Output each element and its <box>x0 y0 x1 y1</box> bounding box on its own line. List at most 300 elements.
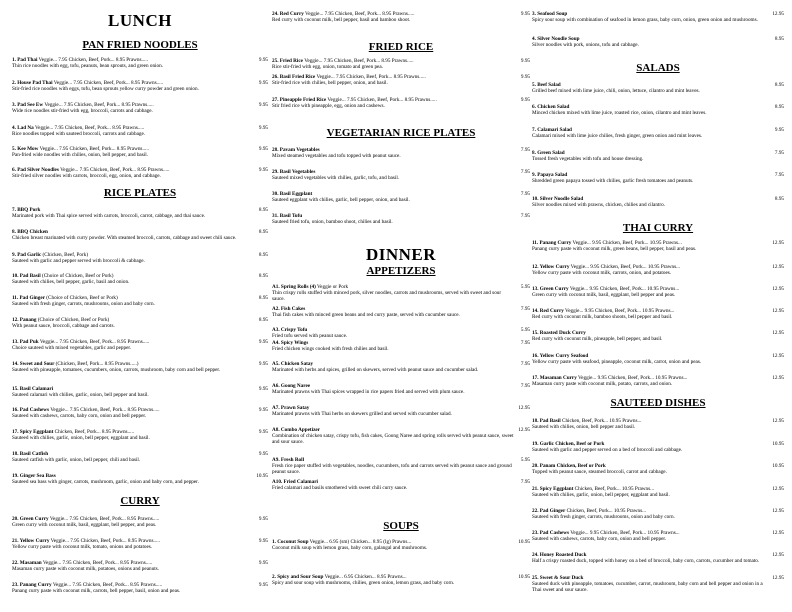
menu-item-description: Stir-fried silver noodles with carrots, broccoli, egg, onion, and cabbage. <box>12 173 161 180</box>
menu-item-name: 1. Coconut Soup <box>272 539 309 545</box>
menu-item-price: 12.95 <box>772 486 784 492</box>
section-title-rice-plates: RICE PLATES <box>103 187 177 199</box>
menu-item-options: (Chicken, Beef, Pork... 8.95 Prawns.....) <box>55 361 139 367</box>
menu-item-price: 8.95 <box>258 317 268 323</box>
menu-item-name: 12. Yellow Curry <box>532 264 570 270</box>
menu-item-description: Grilled beef mixed with lime juice, chili, onion, lettuce, cilantro and mint leaves. <box>532 88 700 95</box>
menu-item-23-pad-cashews <box>532 530 784 542</box>
menu-item-options: Chicken, Beef, Pork... 8.95 Prawns..... <box>54 429 135 435</box>
menu-item-price: 12.95 <box>772 575 784 581</box>
menu-item-name: 10. Pad Basil <box>12 273 41 279</box>
menu-item-price: 12.95 <box>772 353 784 359</box>
menu-item-price: 9.95 <box>258 516 268 522</box>
menu-item-name: 3. Seafood Soup <box>532 11 568 17</box>
menu-item-options: Veggie... 7.95 Chicken, Beef, Pork... 8.95 Prawns..... <box>50 407 160 413</box>
menu-item-price: 12.95 <box>772 552 784 558</box>
menu-item-name: 19. Ginger Sea Bass <box>12 473 56 479</box>
menu-item-2-spicy-and-sour-soup <box>272 574 530 586</box>
menu-item-description: Silver noodles mixed with prawns, chicken, chilies and cilantro. <box>532 202 665 209</box>
menu-item-price: 9.95 <box>258 361 268 367</box>
menu-item-description: Rice stir-fried with egg, onion, tomato and green pea. <box>272 64 383 71</box>
menu-item-options: Veggie... 7.95 Chicken, Beef, Pork... 8.95 Prawns..... <box>38 57 148 63</box>
menu-item-price: 10.95 <box>518 574 530 580</box>
menu-item-options: Veggie... 7.95 Chicken, Beef, Pork... 8.95 Prawns..... <box>42 560 153 566</box>
menu-item-name: 8. Green Salad <box>532 150 565 156</box>
menu-item-options: Chicken, Beef, Pork... 10.95 Prawns... <box>566 508 646 514</box>
menu-item-description: Red curry with coconut milk, bamboo shoots, bell pepper and basil. <box>532 314 673 321</box>
menu-item-name: 12. Panang <box>12 317 37 323</box>
menu-item-name: A9. Fresh Roll <box>272 457 305 463</box>
menu-item-price: 10.95 <box>772 441 784 447</box>
section-title-appetizers: APPETIZERS <box>366 265 436 277</box>
section-title-pan-fried-noodles: PAN FRIED NOODLES <box>82 39 198 51</box>
menu-item-description: Fresh rice paper stuffed with vegetables, noodles, cucumbers, tofu and carrots served with peanut sauce and ground peanut sauce. <box>272 463 512 476</box>
menu-item-price: 5.95 <box>520 284 530 290</box>
menu-item-name: 16. Pad Cashews <box>12 407 50 413</box>
menu-item-description: Calamari mixed with lime juice chilies, fresh ginger, green onion and mint leaves. <box>532 133 703 140</box>
menu-item-description: Fried tofu served with peanut sauce. <box>272 333 348 340</box>
menu-item-name: 27. Pineapple Fried Rice <box>272 97 327 103</box>
menu-item-22-masaman <box>12 560 268 572</box>
menu-item-11-pad-ginger <box>12 295 268 307</box>
menu-item-price: 9.95 <box>258 429 268 435</box>
menu-item-description: Mixed steamed vegetables and tofu topped with peanut sauce. <box>272 153 401 160</box>
menu-item-name: 19. Garlic Chicken, Beef or Pork <box>532 441 605 447</box>
menu-item-name: A1. Spring Rolls (4) <box>272 284 316 290</box>
menu-item-name: A7. Prawn Satay <box>272 405 310 411</box>
menu-item-15-basil-calamari <box>12 386 268 398</box>
menu-item-name: 6. Pad Silver Noodles <box>12 167 59 173</box>
menu-item-name: 30. Basil Eggplant <box>272 191 313 197</box>
menu-item-options: Veggie... 7.95 Chicken, Beef, Pork... 8.95 Prawns..... <box>44 102 154 108</box>
menu-item-price: 7.95 <box>520 147 530 153</box>
menu-item-options: Veggie or Pork <box>317 284 349 290</box>
menu-item-options: Veggie... 9.95 Chicken, Beef, Pork... 10.95 Prawns... <box>569 286 680 292</box>
menu-item-description: Sauteed with fresh ginger, carrots, mushrooms, onion and baby corn. <box>532 514 675 521</box>
menu-item-name: 5. Kee Mow <box>12 146 39 152</box>
menu-item-23-panang-curry <box>12 582 268 594</box>
menu-item-description: Marinated prawns with Thai herbs on skewers grilled and served with cucumber salad. <box>272 411 452 418</box>
menu-item-price: 5.95 <box>520 457 530 463</box>
menu-item-price: 12.95 <box>772 330 784 336</box>
menu-item-name: 17. Spicy Eggplant <box>12 429 54 435</box>
section-title-soups: SOUPS <box>383 520 419 532</box>
menu-item-6-pad-silver-noodles <box>12 167 268 179</box>
menu-item-3-pad-see-ew <box>12 102 268 114</box>
menu-item-price: 9.95 <box>258 125 268 131</box>
menu-item-description: Stir-fried rice noodles with eggs, tofu, bean sprouts yellow curry powder and green onion. <box>12 86 199 93</box>
menu-item-price: 12.95 <box>772 286 784 292</box>
menu-item-description: Sauteed with garlic and pepper served with broccoli & cabbage. <box>12 258 145 265</box>
menu-item-a3-crispy-tofu <box>272 327 530 339</box>
menu-item-description: Red curry with coconut milk, bell pepper, basil and bamboo shoot. <box>272 17 411 24</box>
menu-item-description: Sauteed with chilies, garlic, onion, bell pepper, eggplant and basil. <box>532 492 670 499</box>
menu-item-name: 14. Sweet and Sour <box>12 361 55 367</box>
menu-item-price: 7.95 <box>520 306 530 312</box>
menu-item-price: 9.95 <box>258 407 268 413</box>
section-title-lunch: LUNCH <box>108 11 172 30</box>
menu-item-description: Stir fried rice with pineapple, egg, onion and cashews. <box>272 103 385 110</box>
section-title-fried-rice: FRIED RICE <box>368 41 434 53</box>
menu-item-price: 12.95 <box>772 418 784 424</box>
menu-item-options: Veggie... 7.95 Chicken, Beef, Pork... 8.95 Prawns..... <box>60 167 170 173</box>
menu-item-5-beef-salad <box>532 82 784 94</box>
menu-item-price: 7.95 <box>774 172 784 178</box>
menu-item-price: 12.95 <box>772 240 784 246</box>
menu-item-25-sweet-sour-duck <box>532 575 784 594</box>
menu-item-price: 9.95 <box>520 11 530 17</box>
menu-item-name: 17. Masaman Curry <box>532 375 577 381</box>
menu-item-description: Sauteed duck with pineapple, tomatoes, cucumber, carrot, mushroom, baby corn and bell pepper and onion in a Thai sweet and sour sauce. <box>532 581 763 594</box>
menu-item-price: 8.95 <box>774 82 784 88</box>
menu-item-name: 23. Panang Curry <box>12 582 52 588</box>
menu-item-options: Chicken, Beef, Pork... 10.95 Prawns... <box>561 418 642 424</box>
menu-item-description: Sauteed with chilies, bell pepper, garlic, basil and onion. <box>12 279 130 286</box>
section-title-curry: CURRY <box>120 495 160 507</box>
menu-item-description: Fried chicken wings cooked with fresh chilies and basil. <box>272 346 389 353</box>
menu-item-name: 2. House Pad Thai <box>12 80 53 86</box>
menu-item-options: Veggie... 9.95 Chicken, Beef, Pork... 10.95 Prawns... <box>572 240 682 246</box>
menu-item-price: 12.95 <box>772 11 784 17</box>
menu-item-name: 29. Basil Vegetables <box>272 169 316 175</box>
menu-item-22-pad-ginger <box>532 508 784 520</box>
menu-item-price: 8.95 <box>258 252 268 258</box>
menu-item-options: Veggie... 7.95 Chicken, Beef, Pork... 8.95 Prawns..... <box>39 339 150 345</box>
menu-item-description: Coconut milk soup with lemon grass, baby corn, galangal and mushrooms. <box>272 545 428 552</box>
menu-item-a10-fried-calamari <box>272 479 530 491</box>
menu-item-name: A2. Fish Cakes <box>272 306 306 312</box>
menu-item-description: Sauteed sea bass with ginger, carrots, mushroom, garlic, onion and baby corn, and pepper. <box>12 479 199 486</box>
menu-item-21-yellow-curry <box>12 538 268 550</box>
section-title-sauteed-dishes: SAUTEED DISHES <box>610 397 706 409</box>
menu-item-options: Veggie... 7.95 Chicken, Beef, Pork... 8.95 Prawns..... <box>304 58 414 64</box>
menu-item-16-yellow-curry-seafood <box>532 353 784 365</box>
menu-item-description: Sauteed calamari with chilies, garlic, onion, bell pepper and basil. <box>12 392 149 399</box>
menu-item-name: 5. Beef Salad <box>532 82 561 88</box>
menu-item-options: Veggie... 6.95 (sm) Chicken... 8.95 (lg) Prawns... <box>309 539 412 545</box>
menu-item-1-coconut-soup <box>272 539 530 551</box>
menu-item-description: Panang curry paste with coconut milk, green beans, bell pepper, basil and peas. <box>532 246 697 253</box>
menu-item-price: 12.95 <box>772 308 784 314</box>
menu-item-11-panang-curry <box>532 240 784 252</box>
menu-item-10-pad-basil <box>12 273 268 285</box>
section-title-thai-curry: THAI CURRY <box>622 222 694 234</box>
menu-item-a5-chicken-satay <box>272 361 530 373</box>
menu-item-price: 12.95 <box>518 405 530 411</box>
section-title-dinner: DINNER <box>365 245 437 264</box>
menu-item-options: (Choice of Chicken, Beef or Pork) <box>41 273 114 279</box>
menu-item-a1-spring-rolls-4 <box>272 284 530 303</box>
menu-item-description: Sauteed with pineapple, tomatoes, cucumbers, onion, carrots, mushroom, baby corn and bell pepper. <box>12 367 221 374</box>
menu-item-description: Sauteed with cashews, carrots, baby corn, onion and bell pepper. <box>532 536 667 543</box>
menu-item-price: 7.95 <box>774 150 784 156</box>
menu-item-a6-goong-naree <box>272 383 530 395</box>
menu-item-price: 10.95 <box>256 473 268 479</box>
menu-item-description: Panang curry paste with coconut milk, carrots, bell pepper, basil, onion and peas. <box>12 588 181 595</box>
menu-item-description: Thin crispy rolls stuffed with minced pork, silver noodles, carrots and mushrooms, served with sweet and sour sauce. <box>272 290 502 303</box>
menu-item-price: 9.95 <box>258 582 268 588</box>
menu-item-price: 8.95 <box>774 104 784 110</box>
menu-item-a7-prawn-satay <box>272 405 530 417</box>
menu-item-name: A5. Chicken Satay <box>272 361 314 367</box>
menu-item-name: 31. Basil Tofu <box>272 213 303 219</box>
menu-item-name: 25. Fried Rice <box>272 58 303 64</box>
menu-item-name: 10. Silver Noodle Salad <box>532 196 584 202</box>
menu-item-name: 4. Silver Noodle Soup <box>532 36 580 42</box>
menu-item-options: (Choice of Chicken, Beef or Pork) <box>37 317 110 323</box>
menu-item-5-kee-mow <box>12 146 268 158</box>
menu-item-description: Shredded green papaya tossed with chilies, garlic fresh tomatoes and peanuts. <box>532 178 694 185</box>
menu-item-options: Veggie... 7.95 Chicken, Beef, Pork... 8.95 Prawns..... <box>50 538 160 544</box>
menu-item-name: 2. Spicy and Sour Soup <box>272 574 324 580</box>
menu-item-price: 9.95 <box>258 560 268 566</box>
menu-item-price: 9.95 <box>258 167 268 173</box>
menu-item-name: A3. Crispy Tofu <box>272 327 308 333</box>
menu-item-description: Thai fish cakes with minced green beans and red curry paste, served with cucumber sauce. <box>272 312 460 319</box>
menu-item-price: 10.95 <box>772 463 784 469</box>
menu-item-options: Veggie... 7.95 Chicken, Beef, Pork... 8.95 Prawns..... <box>52 582 163 588</box>
menu-item-price: 7.95 <box>520 340 530 346</box>
menu-item-name: 16. Yellow Curry Seafood <box>532 353 589 359</box>
menu-item-options: (Choice of Chicken, Beef or Pork) <box>46 295 118 301</box>
menu-item-options: Veggie... 7.95 Chicken, Beef, Pork... 8.95 Prawns..... <box>53 80 164 86</box>
menu-item-description: Masaman curry paste with coconut milk, potatoes, onions and peanuts. <box>12 566 159 573</box>
menu-column-middle <box>272 0 530 612</box>
menu-item-price: 12.95 <box>772 375 784 381</box>
menu-item-price: 7.95 <box>520 383 530 389</box>
menu-item-price: 9.95 <box>520 58 530 64</box>
menu-item-description: With peanut sauce, broccoli, cabbage and carrots. <box>12 323 115 330</box>
menu-item-name: 9. Papaya Salad <box>532 172 568 178</box>
menu-item-name: A6. Goong Naree <box>272 383 311 389</box>
menu-item-description: Stir-fried rice with chilies, bell pepper, onion, and basil. <box>272 80 388 87</box>
menu-item-9-pad-garlic <box>12 252 268 264</box>
menu-item-name: A4. Spicy Wings <box>272 340 309 346</box>
menu-item-options: Veggie... 7.95 Chicken, Beef, Pork... 8.95 Prawns..... <box>39 146 149 152</box>
menu-item-description: Spicy and sour soup with mushrooms, chilies, green onion, lemon grass, and baby corn. <box>272 580 455 587</box>
menu-item-description: Green curry with coconut milk, basil, eggplant, bell pepper and peas. <box>532 292 676 299</box>
menu-item-8-bbq-chicken <box>12 229 268 241</box>
menu-item-price: 9.95 <box>520 97 530 103</box>
menu-item-description: Topped with peanut sauce, steamed broccoli, carrot and cabbage. <box>532 469 667 476</box>
menu-item-14-red-curry <box>532 308 784 320</box>
menu-item-price: 7.95 <box>520 191 530 197</box>
menu-item-name: 15. Basil Calamari <box>12 386 54 392</box>
menu-item-price: 7.95 <box>520 361 530 367</box>
menu-item-description: Spicy sour soup with combination of seafood in lemon grass, baby corn, onion, green onion and mushrooms. <box>532 17 758 24</box>
menu-item-description: Combination of chicken satay, crispy tofu, fish cakes, Goong Naree and spring rolls served with peanut sauce, sweet and sour sauce. <box>272 433 514 446</box>
menu-column-left <box>12 0 268 612</box>
menu-item-description: Yellow curry paste with seafood, pineapple, coconut milk, carrot, onion and peas. <box>532 359 702 366</box>
menu-item-description: Sauteed mixed vegetables with chilies, garlic, tofu, and basil. <box>272 175 400 182</box>
menu-item-description: Red curry with coconut milk, pineapple, bell pepper, and basil. <box>532 336 663 343</box>
menu-item-description: Yellow curry paste with coconut milk, tomato, onions and potatoes. <box>12 544 153 551</box>
menu-item-price: 10.95 <box>518 539 530 545</box>
menu-item-options: Veggie... 7.95 Chicken, Beef, Pork... 8.95 Prawns..... <box>49 516 160 522</box>
menu-item-25-fried-rice <box>272 58 530 70</box>
menu-item-price: 7.95 <box>520 169 530 175</box>
menu-item-price: 9.95 <box>258 451 268 457</box>
menu-item-name: 13. Green Curry <box>532 286 569 292</box>
menu-item-name: A8. Combo Appetizer <box>272 427 320 433</box>
menu-item-description: Minced chicken mixed with lime juice, roasted rice, onion, cilantro and mint leaves. <box>532 110 707 117</box>
menu-item-price: 9.95 <box>258 80 268 86</box>
menu-item-name: 25. Sweet & Sour Duck <box>532 575 584 581</box>
menu-item-options: Veggie... 9.95 Chicken, Beef, Pork... 10.95 Prawns... <box>578 375 688 381</box>
menu-item-15-roasted-duck-curry <box>532 330 784 342</box>
section-title-salads: SALADS <box>636 62 680 74</box>
menu-item-a2-fish-cakes <box>272 306 530 318</box>
menu-item-description: Green curry with coconut milk, basil, eggplant, bell pepper, and peas. <box>12 522 157 529</box>
menu-item-options: Veggie... 7.95 Chicken, Beef, Pork... 8.95 Prawns..... <box>305 11 415 17</box>
menu-item-price: 8.95 <box>774 196 784 202</box>
menu-item-3-seafood-soup <box>532 11 784 23</box>
menu-item-description: Chicken breast marinated with curry powder. With steamed broccoli, carrots, cabbage and sweet chili sauce. <box>12 235 237 242</box>
menu-item-options: Chicken, Beef, Pork... 10.95 Prawns... <box>574 486 655 492</box>
menu-item-description: Wide rice noodles stir-fried with egg, broccoli, carrots and cabbage. <box>12 108 153 115</box>
menu-item-name: 7. Calamari Salad <box>532 127 572 133</box>
menu-item-8-green-salad <box>532 150 784 162</box>
menu-item-description: Silver noodles with pork, onions, tofu and cabbage. <box>532 42 639 49</box>
menu-item-17-masaman-curry <box>532 375 784 387</box>
menu-item-name: 4. Lad Na <box>12 125 34 131</box>
menu-item-description: Choice sauteed with mixed vegetables, garlic and pepper. <box>12 345 132 352</box>
menu-item-price: 7.95 <box>520 213 530 219</box>
menu-item-18-pad-basil <box>532 418 784 430</box>
menu-item-price: 9.95 <box>258 102 268 108</box>
menu-item-a8-combo-appetizer <box>272 427 530 446</box>
menu-item-13-pad-puk <box>12 339 268 351</box>
menu-item-description: Pan-fried wide noodles with chilies, onion, bell pepper, and basil. <box>12 152 148 159</box>
menu-item-name: 18. Pad Basil <box>532 418 561 424</box>
menu-item-12-panang <box>12 317 268 329</box>
menu-item-price: 8.95 <box>258 229 268 235</box>
menu-column-right <box>532 0 784 612</box>
menu-item-10-silver-noodle-salad <box>532 196 784 208</box>
menu-item-description: Sauteed fried tofu, onion, bamboo shoot, chilies and basil. <box>272 219 393 226</box>
menu-item-name: 22. Masaman <box>12 560 42 566</box>
menu-item-20-green-curry <box>12 516 268 528</box>
menu-item-name: 20. Panam Chicken, Beef or Pork <box>532 463 606 469</box>
menu-item-name: 11. Panang Curry <box>532 240 572 246</box>
menu-item-name: 9. Pad Garlic <box>12 252 42 258</box>
menu-item-price: 8.95 <box>258 295 268 301</box>
menu-item-description: Tossed fresh vegetables with tofu and house dressing. <box>532 156 644 163</box>
menu-item-7-calamari-salad <box>532 127 784 139</box>
section-title-vegetarian-rice-plates: VEGETARIAN RICE PLATES <box>326 127 476 139</box>
menu-item-4-lad-na <box>12 125 268 137</box>
menu-item-description: Sauteed with cashews, carrots, baby corn, onion and bell pepper. <box>12 413 147 420</box>
menu-item-price: 5.95 <box>520 327 530 333</box>
menu-item-price: 12.95 <box>772 264 784 270</box>
menu-item-name: 14. Red Curry <box>532 308 564 314</box>
menu-item-description: Marinated pork with Thai spice served with carrots, broccoli, carrot, cabbage, and thai sauce. <box>12 213 206 220</box>
menu-item-13-green-curry <box>532 286 784 298</box>
menu-item-name: 28. Pavam Vegetables <box>272 147 320 153</box>
menu-item-19-garlic-chicken-beef-or-pork <box>532 441 784 453</box>
menu-item-name: 7. BBQ Pork <box>12 207 41 213</box>
menu-item-a4-spicy-wings <box>272 340 530 352</box>
menu-item-name: 23. Pad Cashews <box>532 530 570 536</box>
menu-item-name: 15. Roasted Duck Curry <box>532 330 586 336</box>
menu-item-price: 7.95 <box>520 479 530 485</box>
menu-item-description: Sauteed with chilies, garlic, onion, bell pepper, eggplant and basil. <box>12 435 150 442</box>
menu-item-name: 24. Red Curry <box>272 11 304 17</box>
menu-item-options: Veggie... 9.95 Chicken, Beef, Pork... 10.95 Prawns... <box>570 264 680 270</box>
menu-item-7-bbq-pork <box>12 207 268 219</box>
menu-item-29-basil-vegetables <box>272 169 530 181</box>
menu-item-name: 8. BBQ Chicken <box>12 229 48 235</box>
menu-item-options: Veggie... 9.95 Chicken, Beef, Pork... 10.95 Prawns... <box>570 530 680 536</box>
menu-item-name: 3. Pad See Ew <box>12 102 44 108</box>
menu-item-28-pavam-vegetables <box>272 147 530 159</box>
menu-item-options: Veggie... 7.95 Chicken, Beef, Pork... 8.95 Prawns..... <box>327 97 437 103</box>
menu-item-a9-fresh-roll <box>272 457 530 476</box>
menu-item-4-silver-noodle-soup <box>532 36 784 48</box>
menu-item-description: Sauteed eggplant with chilies, garlic, bell pepper, onion, and basil. <box>272 197 410 204</box>
menu-item-30-basil-eggplant <box>272 191 530 203</box>
menu-item-description: Sauteed catfish with garlic, onion, bell pepper, chili and basil. <box>12 457 141 464</box>
menu-item-options: Veggie... 7.95 Chicken, Beef, Pork... 8.95 Prawns..... <box>316 74 426 80</box>
menu-item-18-basil-catfish <box>12 451 268 463</box>
menu-item-price: 9.95 <box>520 74 530 80</box>
menu-item-12-yellow-curry <box>532 264 784 276</box>
menu-item-description: Marinated prawns with Thai spices wrapped in rice papers fried and served with plum sauce. <box>272 389 465 396</box>
menu-item-9-papaya-salad <box>532 172 784 184</box>
menu-item-description: Masaman curry paste with coconut milk, potato, carrots, and onion. <box>532 381 673 388</box>
menu-item-description: Sauteed with chilies, onion, bell pepper and basil. <box>532 424 636 431</box>
menu-item-19-ginger-sea-bass <box>12 473 268 485</box>
menu-item-name: 26. Basil Fried Rice <box>272 74 316 80</box>
menu-item-price: 12.95 <box>518 427 530 433</box>
menu-item-16-pad-cashews <box>12 407 268 419</box>
menu-item-24-red-curry <box>272 11 530 23</box>
menu-item-name: 20. Green Curry <box>12 516 49 522</box>
menu-item-price: 9.95 <box>258 386 268 392</box>
menu-item-options: Veggie... 6.95 Chicken... 8.95 Prawns... <box>324 574 407 580</box>
menu-item-2-house-pad-thai <box>12 80 268 92</box>
menu-item-options: Veggie... 9.95 Chicken, Beef, Pork... 10.95 Prawns... <box>565 308 675 314</box>
menu-item-1-pad-thai <box>12 57 268 69</box>
menu-item-price: 8.95 <box>258 273 268 279</box>
menu-item-options: Veggie... 7.95 Chicken, Beef, Pork... 8.95 Prawns..... <box>34 125 145 131</box>
menu-item-name: 21. Spicy Eggplant <box>532 486 574 492</box>
menu-item-price: 8.95 <box>258 207 268 213</box>
menu-item-name: 6. Chicken Salad <box>532 104 570 110</box>
menu-item-26-basil-fried-rice <box>272 74 530 86</box>
menu-item-14-sweet-and-sour <box>12 361 268 373</box>
menu-item-name: 18. Basil Catfish <box>12 451 49 457</box>
menu-item-name: 22. Pad Ginger <box>532 508 566 514</box>
menu-item-20-panam-chicken-beef-or-pork <box>532 463 784 475</box>
menu-item-description: Marinated with herbs and spices, grilled on skewers, served with peanut sauce and cucumber salad. <box>272 367 479 374</box>
menu-item-description: Thin rice noodles with egg, tofu, peanuts, bean sprouts, and green onion. <box>12 63 163 70</box>
menu-item-price: 9.95 <box>774 127 784 133</box>
menu-item-name: 11. Pad Ginger <box>12 295 45 301</box>
menu-item-description: Fried calamari and basils smothered with sweet chili curry sauce. <box>272 485 408 492</box>
menu-item-options: (Chicken, Beef, Pork) <box>42 252 89 258</box>
menu-item-price: 9.95 <box>258 57 268 63</box>
menu-item-description: Rice noodles topped with sauteed broccoli, carrots and cabbage. <box>12 131 146 138</box>
menu-item-price: 9.95 <box>258 538 268 544</box>
menu-item-21-spicy-eggplant <box>532 486 784 498</box>
menu-item-27-pineapple-fried-rice <box>272 97 530 109</box>
menu-item-price: 12.95 <box>772 530 784 536</box>
menu-item-price: 12.95 <box>772 508 784 514</box>
menu-item-name: 24. Honey Roasted Duck <box>532 552 587 558</box>
menu-item-17-spicy-eggplant <box>12 429 268 441</box>
menu-item-description: Sauteed with garlic and pepper served on a bed of broccoli and cabbage. <box>532 447 683 454</box>
